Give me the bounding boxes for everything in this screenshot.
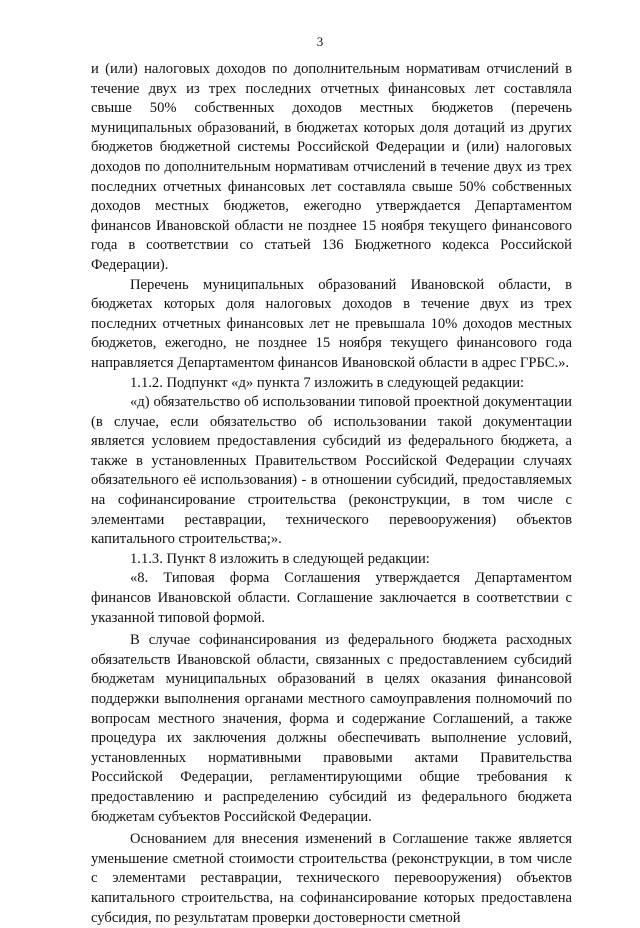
paragraph-municipal-list: Перечень муниципальных образований Ивановской области, в бюджетах которых доля налоговых доходов в течение двух из трех последних отчетных финансовых лет не превышала 10% доходов местных бюджетов, ежегодно, не позднее 15 ноября текущего финансового года направляется Департаментом финансов Ивановской области в адрес ГРБС.». bbox=[91, 276, 572, 371]
paragraph-point-8: «8. Типовая форма Соглашения утверждается Департаментом финансов Ивановской области. Соглашение заключается в соответствии с указанной типовой формой. bbox=[91, 570, 572, 626]
paragraph-clause-1-1-3: 1.1.3. Пункт 8 изложить в следующей редакции: bbox=[130, 550, 430, 567]
paragraph-agreement-changes: Основанием для внесения изменений в Соглашение также является уменьшение сметной стоимости строительства (реконструкции, в том числе с элементами реставрации, технического перевооружения) объектов капитального строительства, на софинансирование которых предоставлена субсидия, по результатам проверки достоверности сметной bbox=[91, 831, 572, 926]
paragraph-federal-cofinancing: В случае софинансирования из федерального бюджета расходных обязательств Ивановской области, связанных с предоставлением субсидий бюджетам муниципальных образований в целях оказания финансовой поддержки выполнения органами местного самоуправления полномочий по вопросам местного значения, форма и содержание Соглашений, а также процедура их заключения должны обеспечивать выполнение условий, установленных нормативными правовыми актами Правительства Российской Федерации, регламентирующими общие требования к предоставлению и распределению субсидий из федерального бюджета бюджетам субъектов Российской Федерации. bbox=[91, 632, 572, 825]
document-body bbox=[91, 60, 572, 928]
paragraph-subclause-d: «д) обязательство об использовании типовой проектной документации (в случае, если обязательство об использовании такой документации является условием предоставления субсидий из федерального бюджета, а также в установленных Правительством Российской Федерации случаях обязательного её использования) - в отношении субсидий, предоставляемых на софинансирование строительства (реконструкции, в том числе с элементами реставрации, технического перевооружения) объектов капитального строительства;». bbox=[91, 394, 572, 548]
paragraph-continuation: и (или) налоговых доходов по дополнительным нормативам отчислений в течение двух из трех последних отчетных финансовых лет составляла свыше 50% собственных доходов местных бюджетов (перечень муниципальных образований, в бюджетах которых доля дотаций из других бюджетов бюджетной системы Российской Федерации и (или) налоговых доходов по дополнительным нормативам отчислений в течение двух из трех последних отчетных финансовых лет составляла свыше 50% собственных доходов местных бюджетов, ежегодно утверждается Департаментом финансов Ивановской области не позднее 15 ноября текущего финансового года в соответствии со статьей 136 Бюджетного кодекса Российской Федерации). bbox=[91, 61, 572, 273]
page-number: 3 bbox=[316, 34, 324, 49]
paragraph-clause-1-1-2: 1.1.2. Подпункт «д» пункта 7 изложить в следующей редакции: bbox=[130, 374, 525, 391]
